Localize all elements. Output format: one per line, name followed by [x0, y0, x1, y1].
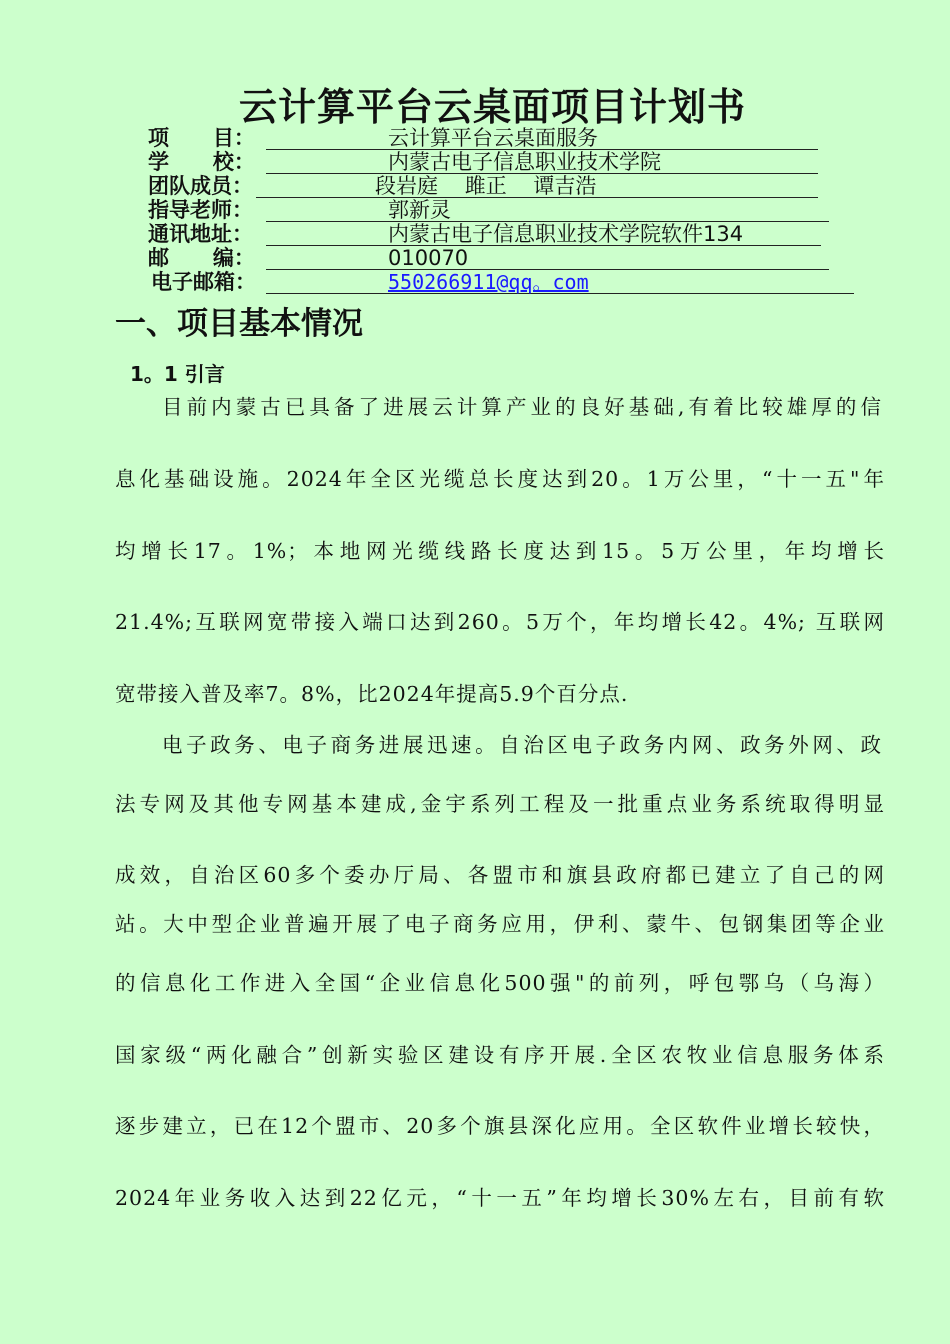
body-line: 目前内蒙古已具备了进展云计算产业的良好基础,有着比较雄厚的信: [162, 395, 882, 419]
body-line: 息化基础设施。2024年全区光缆总长度达到20。1万公里，“十一五"年: [115, 467, 885, 491]
body-line: 21.4%;互联网宽带接入端口达到260。5万个，年均增长42。4%; 互联网: [115, 610, 885, 634]
subsection-heading: 1。1 引言: [130, 362, 225, 386]
info-row-school: [148, 150, 868, 174]
info-value-advisor: 郭新灵: [388, 198, 451, 222]
info-value-project: 云计算平台云桌面服务: [388, 126, 598, 150]
info-label-advisor: 指导老师：: [148, 198, 253, 222]
email-link[interactable]: 550266911@qq。com: [388, 270, 589, 294]
info-row-email: [148, 270, 868, 294]
body-line: 宽带接入普及率7。8%，比2024年提高5.9个百分点.: [115, 682, 629, 706]
info-label-project: 项 目：: [148, 126, 255, 150]
info-label-email: 电子邮箱：: [151, 270, 256, 294]
document-title: 云计算平台云桌面项目计划书: [238, 85, 746, 129]
info-row-postcode: [148, 246, 868, 270]
section-heading: 一、项目基本情况: [115, 306, 363, 342]
info-label-team: 团队成员：: [148, 174, 253, 198]
info-row-team: [148, 174, 868, 198]
info-row-advisor: [148, 198, 868, 222]
body-line: 电子政务、电子商务进展迅速。自治区电子政务内网、政务外网、政: [162, 733, 882, 757]
body-line: 逐步建立，已在12个盟市、20多个旗县深化应用。全区软件业增长较快，: [115, 1114, 885, 1138]
body-line: 的信息化工作进入全国“企业信息化500强"的前列，呼包鄂乌（乌海）: [115, 971, 885, 995]
info-value-school: 内蒙古电子信息职业技术学院: [388, 150, 661, 174]
body-line: 均增长17。1%；本地网光缆线路长度达到15。5万公里，年均增长: [115, 539, 885, 563]
info-value-address: 内蒙古电子信息职业技术学院软件134: [388, 222, 744, 246]
body-line: 法专网及其他专网基本建成,金宇系列工程及一批重点业务系统取得明显: [115, 792, 885, 816]
body-line: 2024年业务收入达到22亿元，“十一五”年均增长30%左右，目前有软: [115, 1186, 885, 1210]
info-row-project: [148, 126, 868, 150]
info-label-postcode: 邮 编：: [148, 246, 255, 270]
info-label-address: 通讯地址：: [148, 222, 253, 246]
body-line: 国家级“两化融合”创新实验区建设有序开展.全区农牧业信息服务体系: [115, 1043, 885, 1067]
body-line: 站。大中型企业普遍开展了电子商务应用，伊利、蒙牛、包钢集团等企业: [115, 912, 885, 936]
body-line: 成效，自治区60多个委办厅局、各盟市和旗县政府都已建立了自己的网: [115, 863, 885, 887]
info-row-address: [148, 222, 868, 246]
info-value-postcode: 010070: [388, 246, 469, 270]
info-label-school: 学 校：: [148, 150, 255, 174]
info-value-team: 段岩庭 雎正 谭吉浩: [375, 174, 597, 198]
